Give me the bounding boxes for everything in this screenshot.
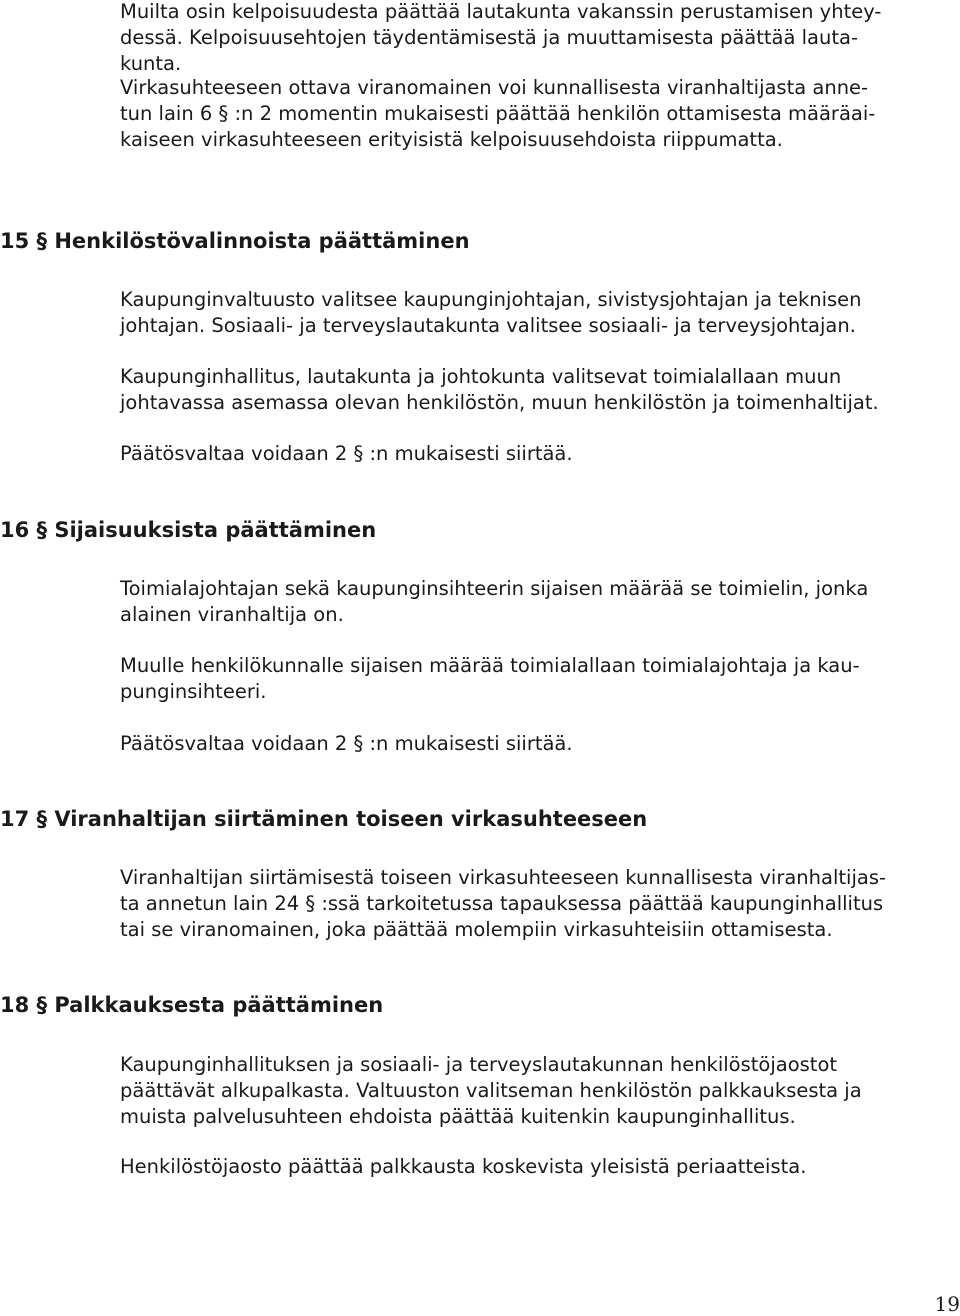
section-15-paragraph-3 <box>120 441 573 467</box>
section-16-paragraph-1 <box>120 576 868 628</box>
section-heading-18: 18 § Palkkauksesta päättäminen <box>0 993 384 1017</box>
text-line: Päätösvaltaa voidaan 2 § :n mukaisesti siirtää. <box>120 442 573 465</box>
text-line: ta annetun lain 24 § :ssä tarkoitetussa tapauksessa päättää kaupunginhallitus <box>120 891 884 915</box>
text-line: Kaupunginhallitus, lautakunta ja johtokunta valitsevat toimialallaan muun <box>120 365 842 388</box>
text-line: päättävät alkupalkasta. Valtuuston valitseman henkilöstön palkkauksesta ja <box>120 1078 862 1102</box>
text-line: punginsihteeri. <box>120 679 267 703</box>
page-number: 19 <box>934 1292 960 1316</box>
text-line: Toimialajohtajan sekä kaupunginsihteerin sijaisen määrää se toimielin, jonka <box>120 577 869 600</box>
section-16-paragraph-2 <box>120 653 860 705</box>
section-16-paragraph-3 <box>120 731 573 757</box>
text-line: alainen viranhaltija on. <box>120 602 344 626</box>
intro-paragraph-2 <box>120 75 875 152</box>
section-15-paragraph-2 <box>120 364 879 416</box>
text-line: muista palvelusuhteen ehdoista päättää kuitenkin kaupunginhallitus. <box>120 1104 796 1128</box>
text-line: Virkasuhteeseen ottava viranomainen voi kunnallisesta viranhaltijasta anne- <box>120 76 869 99</box>
text-line: dessä. Kelpoisuusehtojen täydentämisestä ja muuttamisesta päättää lauta- <box>120 25 858 49</box>
text-line: Muilta osin kelpoisuudesta päättää lautakunta vakanssin perustamisen yhtey- <box>120 0 882 23</box>
text-line: tai se viranomainen, joka päättää molempiin virkasuhteisiin ottamisesta. <box>120 917 833 941</box>
section-17-paragraph-1 <box>120 865 886 942</box>
text-line: Viranhaltijan siirtämisestä toiseen virkasuhteeseen kunnallisesta viranhaltijas- <box>120 866 887 889</box>
text-line: kaiseen virkasuhteeseen erityisistä kelpoisuusehdoista riippumatta. <box>120 127 783 151</box>
section-15-paragraph-1 <box>120 287 862 339</box>
text-line: johtavassa asemassa olevan henkilöstön, muun henkilöstön ja toimenhaltijat. <box>120 390 879 414</box>
text-line: Kaupunginvaltuusto valitsee kaupunginjohtajan, sivistysjohtajan ja teknisen <box>120 288 862 311</box>
text-line: Päätösvaltaa voidaan 2 § :n mukaisesti siirtää. <box>120 732 573 755</box>
text-line: Muulle henkilökunnalle sijaisen määrää toimialallaan toimialajohtaja ja kau- <box>120 654 860 677</box>
text-line: johtajan. Sosiaali- ja terveyslautakunta valitsee sosiaali- ja terveysjohtajan. <box>120 313 856 337</box>
section-18-paragraph-2 <box>120 1154 806 1180</box>
intro-paragraph-1 <box>120 0 881 76</box>
section-heading-16: 16 § Sijaisuuksista päättäminen <box>0 518 377 542</box>
section-heading-17: 17 § Viranhaltijan siirtäminen toiseen virkasuhteeseen <box>0 807 648 831</box>
section-18-paragraph-1 <box>120 1052 862 1129</box>
text-line: kunta. <box>120 51 182 75</box>
text-line: tun lain 6 § :n 2 momentin mukaisesti päättää henkilön ottamisesta määräai- <box>120 101 876 125</box>
text-line: Henkilöstöjaosto päättää palkkausta koskevista yleisistä periaatteista. <box>120 1155 807 1178</box>
section-heading-15: 15 § Henkilöstövalinnoista päättäminen <box>0 229 470 253</box>
text-line: Kaupunginhallituksen ja sosiaali- ja terveyslautakunnan henkilöstöjaostot <box>120 1053 838 1076</box>
